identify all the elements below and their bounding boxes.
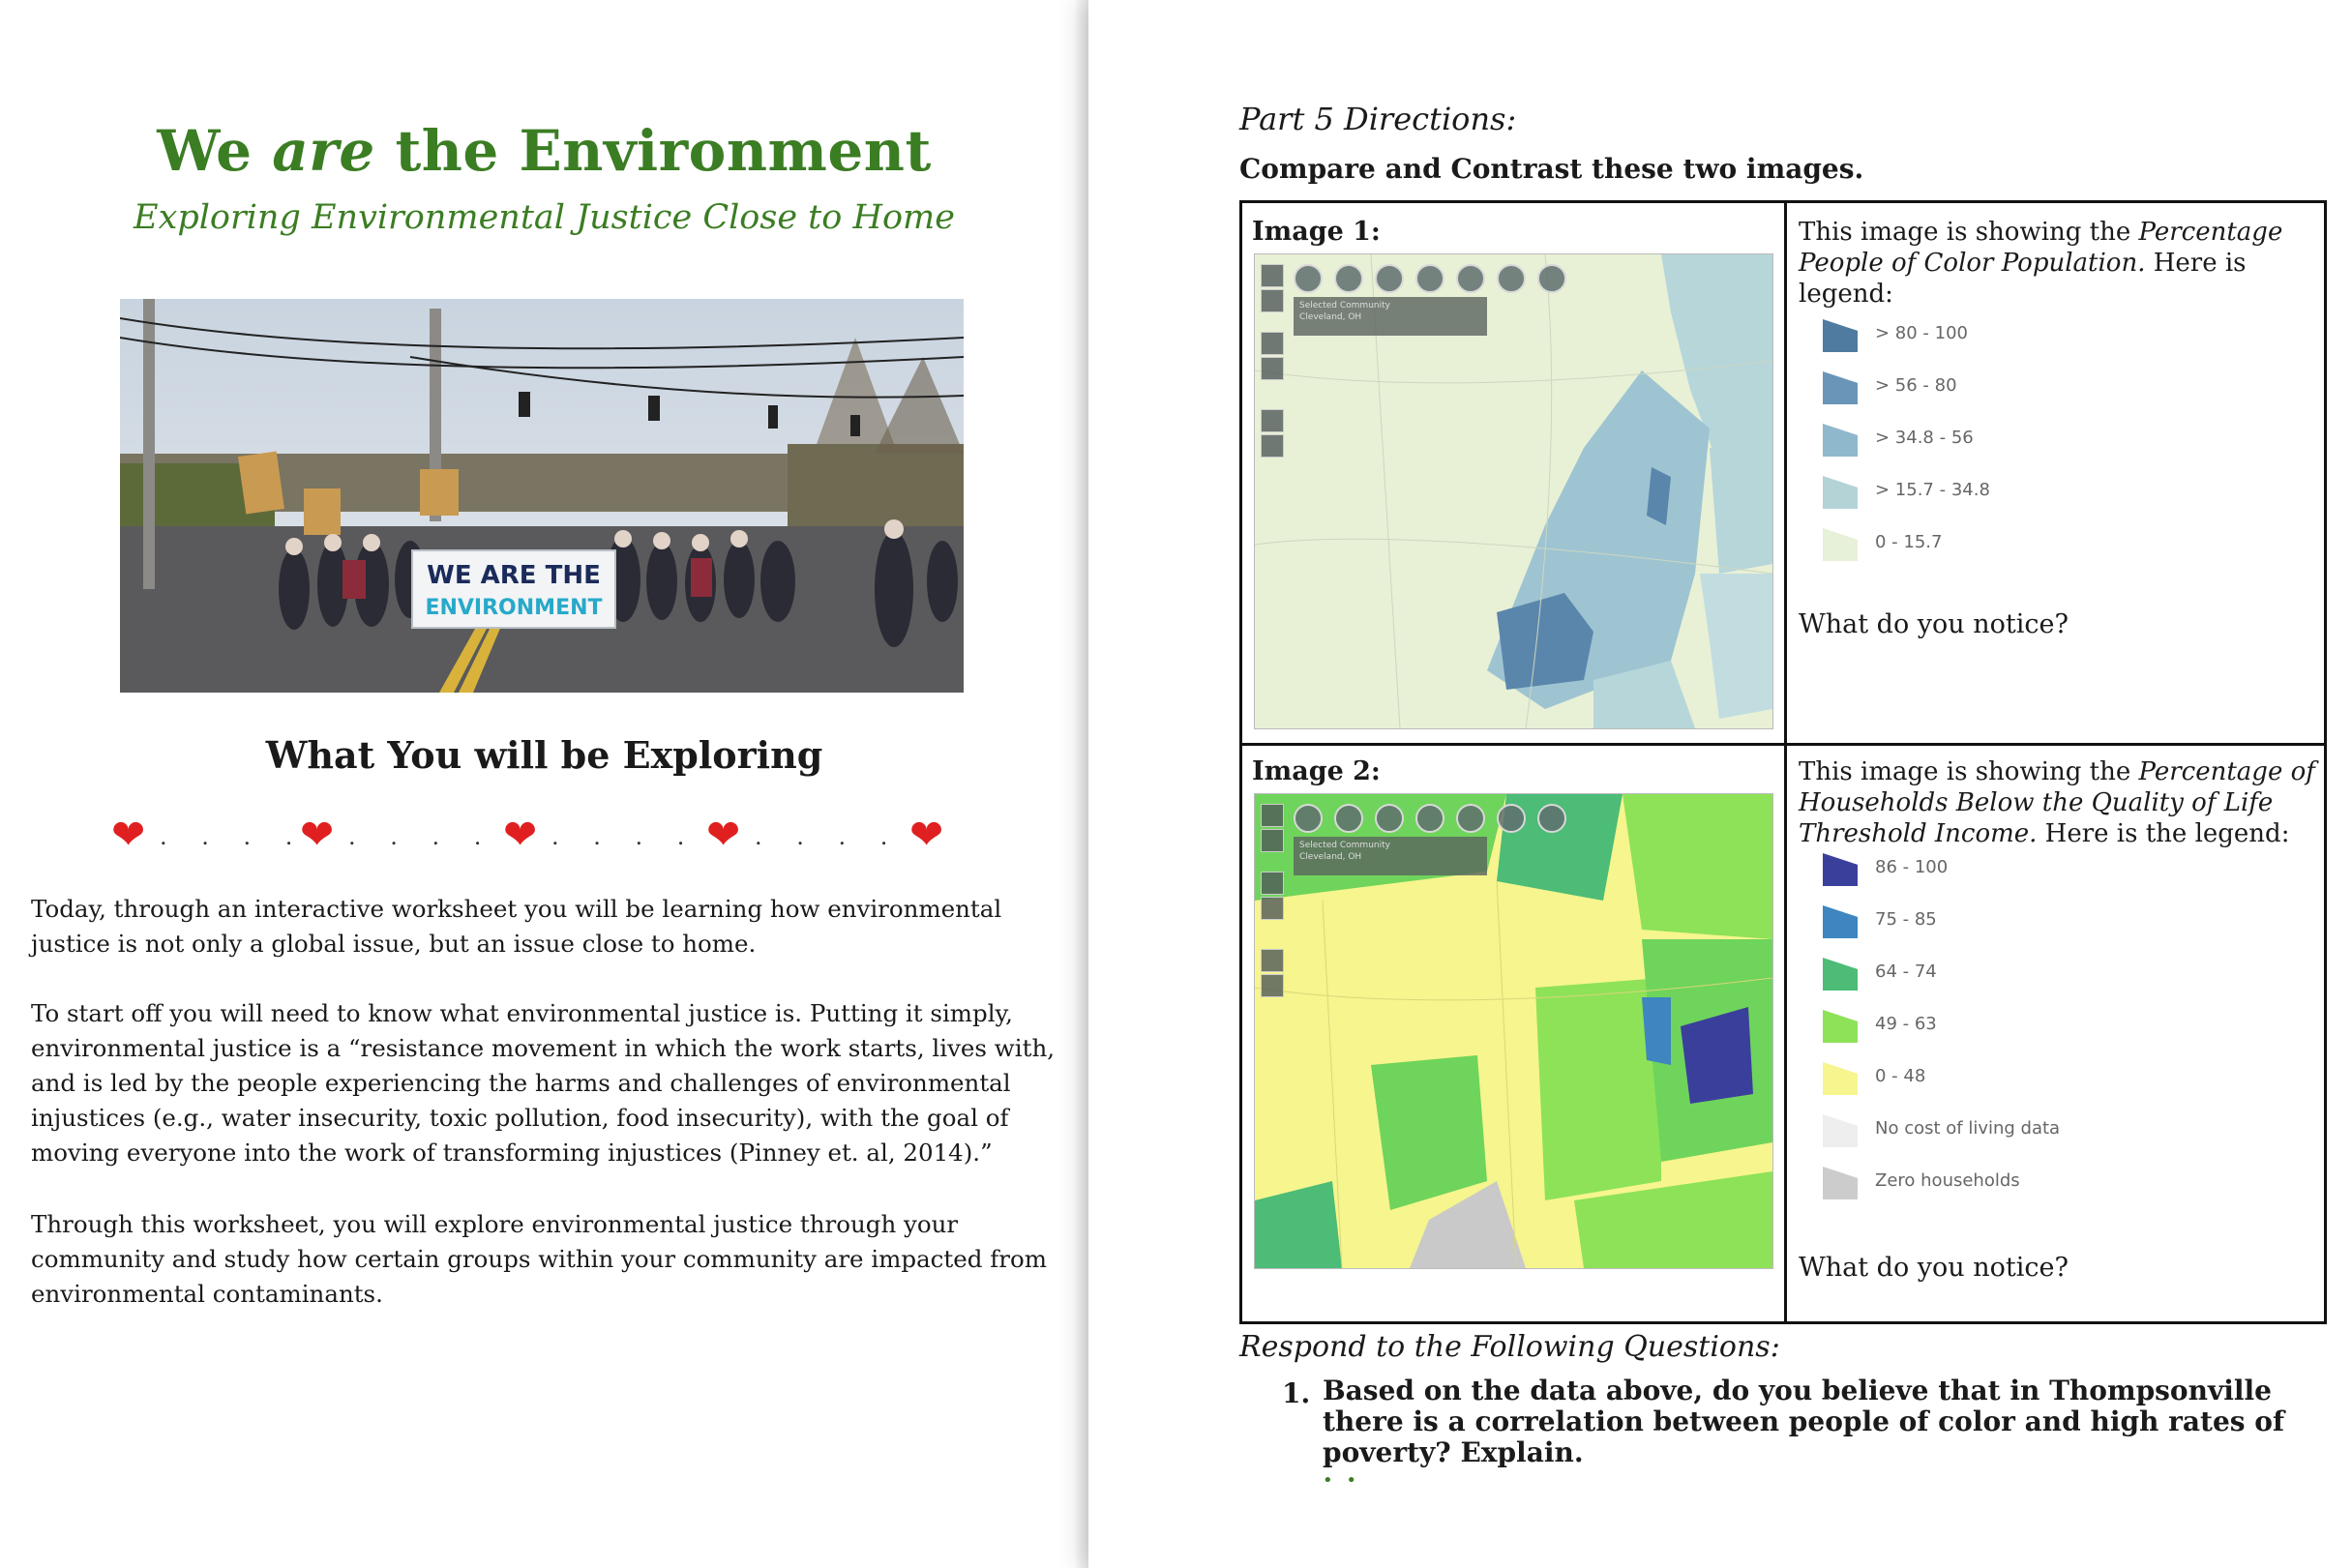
legend-label: 0 - 48: [1875, 1066, 1926, 1086]
table-divider-horizontal: [1242, 743, 2324, 746]
image2-map[interactable]: [1254, 793, 1773, 1269]
question-number: 1.: [1282, 1377, 1311, 1409]
legend-swatch: [1823, 424, 1858, 457]
worksheet-title: We are the Environment: [157, 118, 932, 184]
worksheet-subtitle: Exploring Environmental Justice Close to Home: [134, 198, 955, 237]
legend-swatch: [1823, 1114, 1858, 1147]
legend-label: 64 - 74: [1875, 962, 1937, 982]
heart-icon: ❤: [706, 811, 741, 858]
map-tool-button[interactable]: [1334, 264, 1363, 293]
comparison-table: [1239, 200, 2327, 1324]
map-tool-button[interactable]: [1537, 264, 1566, 293]
map-tool-button[interactable]: [1497, 264, 1526, 293]
zoom-out-button[interactable]: [1261, 289, 1284, 312]
map-tool-button[interactable]: [1375, 264, 1404, 293]
map-side-button[interactable]: [1261, 434, 1284, 458]
legend-label: Zero households: [1875, 1170, 2020, 1191]
heart-icon: ❤: [111, 811, 146, 858]
image2-label: Image 2:: [1252, 756, 1381, 786]
legend-swatch: [1823, 1010, 1858, 1043]
heart-icon: ❤: [909, 811, 944, 858]
map-side-button[interactable]: [1261, 332, 1284, 355]
image2-notice-prompt: What do you notice?: [1799, 1253, 2069, 1283]
map-tool-button[interactable]: [1456, 804, 1485, 833]
banner-line-1: WE ARE THE: [427, 561, 601, 590]
legend-label: > 15.7 - 34.8: [1875, 480, 1990, 500]
selected-community-box: Selected Community Cleveland, OH: [1294, 837, 1487, 875]
map-side-button[interactable]: [1261, 357, 1284, 380]
image1-notice-prompt: What do you notice?: [1799, 609, 2069, 639]
legend-label: 75 - 85: [1875, 909, 1937, 930]
compare-instruction: Compare and Contrast these two images.: [1239, 153, 1864, 185]
map-side-button[interactable]: [1261, 409, 1284, 432]
divider-dots: . . . .: [755, 823, 902, 850]
image1-description: This image is showing the Percentage People of Color Population. Here is legend:: [1799, 218, 2283, 309]
section-heading: What You will be Exploring: [265, 733, 823, 777]
worksheet-paragraph: Through this worksheet, you will explore environmental justice through your community and study how certain groups within your community are impacted from environmental contaminants.: [31, 1210, 1047, 1308]
respond-heading: Respond to the Following Questions:: [1239, 1330, 1780, 1364]
zoom-out-button[interactable]: [1261, 829, 1284, 852]
legend-swatch: [1823, 528, 1858, 561]
legend-swatch: [1823, 853, 1858, 886]
heart-icon: ❤: [300, 811, 335, 858]
protest-photo-illustration: [120, 299, 964, 693]
definition-paragraph: To start off you will need to know what environmental justice is. Putting it simply, environmental justice is a “resistance movement in which the work starts, lives with, and is led by the people experiencing the harms and challenges of environmental injustices (e.g., water insecurity, toxic pollution, food insecurity), with the goal of moving everyone into the work of transforming injustices (Pinney et. al, 2014).”: [31, 999, 1056, 1167]
map-side-button[interactable]: [1261, 974, 1284, 997]
legend-label: > 34.8 - 56: [1875, 428, 1974, 448]
protest-march-photo: [120, 299, 964, 693]
selected-community-box: Selected Community Cleveland, OH: [1294, 297, 1487, 336]
table-divider-vertical: [1784, 203, 1787, 1321]
map-side-button[interactable]: [1261, 897, 1284, 920]
question-text: Based on the data above, do you believe that in Thompsonville there is a correlation between people of color and high rates of poverty? Explain.: [1323, 1375, 2285, 1468]
map-side-button[interactable]: [1261, 949, 1284, 972]
legend-swatch: [1823, 958, 1858, 991]
legend-label: 49 - 63: [1875, 1014, 1937, 1034]
legend-label: > 80 - 100: [1875, 323, 1969, 343]
legend-swatch: [1823, 319, 1858, 352]
heart-icon: ❤: [503, 811, 538, 858]
answer-marker: • •: [1323, 1470, 1360, 1491]
image1-map[interactable]: [1254, 253, 1773, 729]
map-tool-button[interactable]: [1294, 264, 1323, 293]
left-page: [0, 0, 1088, 1568]
map-tool-button[interactable]: [1294, 804, 1323, 833]
map-tool-button[interactable]: [1415, 804, 1444, 833]
map-tool-button[interactable]: [1375, 804, 1404, 833]
right-page: [1088, 0, 2352, 1568]
legend-swatch: [1823, 905, 1858, 938]
map-tool-button[interactable]: [1334, 804, 1363, 833]
legend-swatch: [1823, 1062, 1858, 1095]
map-tool-button[interactable]: [1497, 804, 1526, 833]
image1-label: Image 1:: [1252, 217, 1381, 247]
legend-swatch: [1823, 1167, 1858, 1199]
map-side-button[interactable]: [1261, 872, 1284, 895]
image2-description: This image is showing the Percentage of Households Below the Quality of Life Threshold Income. Here is the legend:: [1799, 757, 2315, 848]
legend-label: 0 - 15.7: [1875, 532, 1943, 552]
legend-label: > 56 - 80: [1875, 375, 1957, 396]
legend-swatch: [1823, 371, 1858, 404]
legend-label: 86 - 100: [1875, 857, 1949, 877]
map-tool-button[interactable]: [1537, 804, 1566, 833]
heart-divider: [111, 811, 963, 859]
zoom-in-button[interactable]: [1261, 264, 1284, 287]
map-tool-button[interactable]: [1415, 264, 1444, 293]
legend-swatch: [1823, 476, 1858, 509]
divider-dots: . . . .: [160, 823, 307, 850]
map-tool-button[interactable]: [1456, 264, 1485, 293]
divider-dots: . . . .: [551, 823, 699, 850]
intro-paragraph: Today, through an interactive worksheet you will be learning how environmental justice is not only a global issue, but an issue close to home.: [31, 895, 1002, 958]
legend-label: No cost of living data: [1875, 1118, 2061, 1139]
divider-dots: . . . .: [348, 823, 495, 850]
banner-line-2: ENVIRONMENT: [425, 596, 603, 620]
zoom-in-button[interactable]: [1261, 804, 1284, 827]
part-directions: Part 5 Directions:: [1239, 101, 1517, 137]
